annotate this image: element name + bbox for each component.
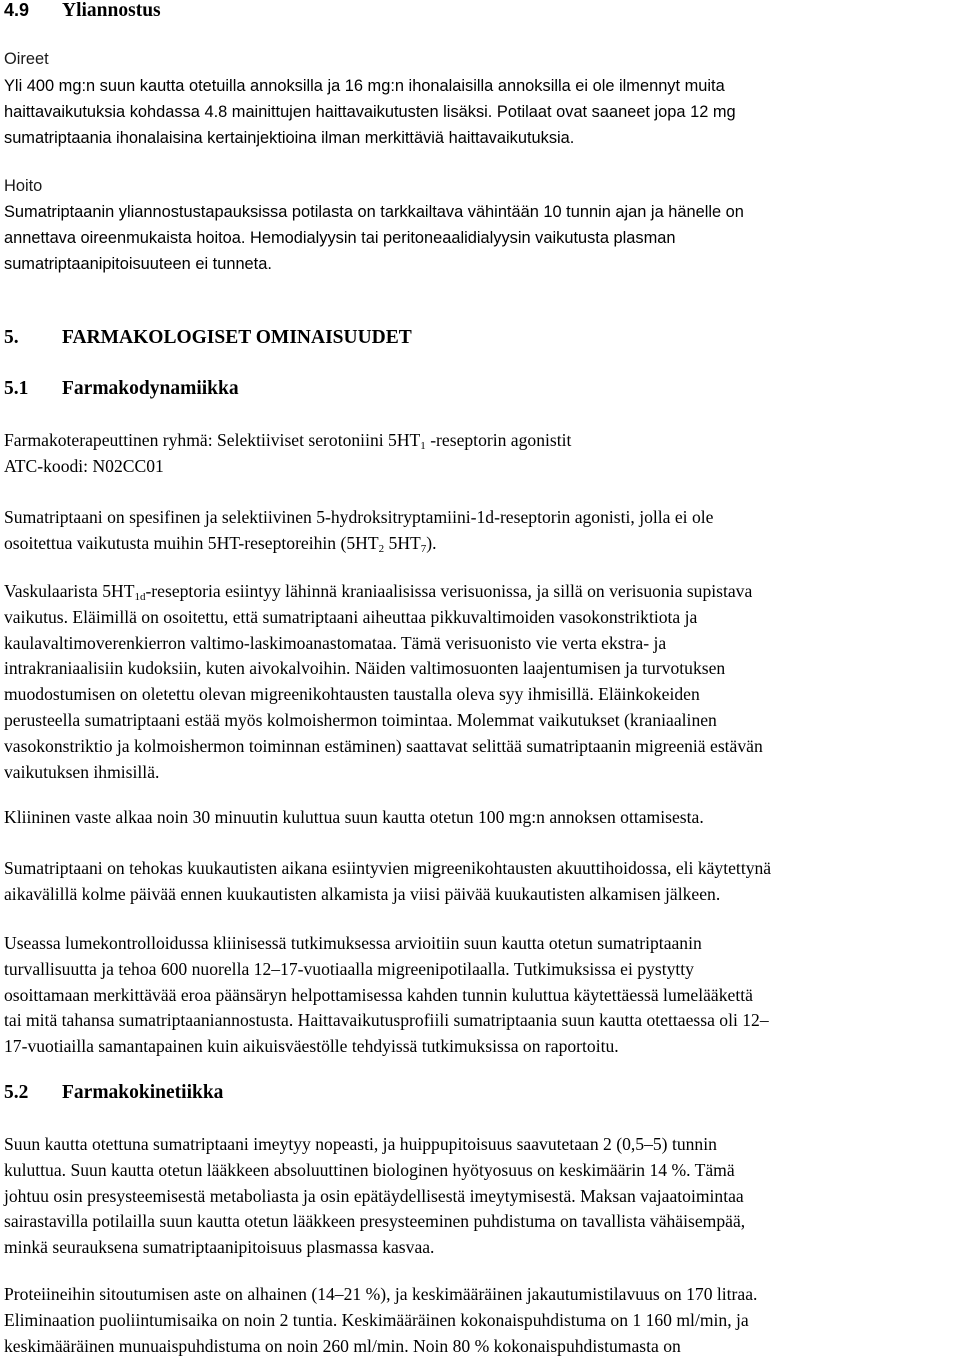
- section-title: Farmakodynamiikka: [62, 378, 239, 399]
- text-line: Suun kautta otettuna sumatriptaani imeytyy nopeasti, ja huippupitoisuus saavutetaan 2 (0,5–5) tunnin: [4, 1134, 717, 1154]
- section-number: 5.1: [4, 378, 29, 399]
- section-title: FARMAKOLOGISET OMINAISUUDET: [62, 327, 412, 348]
- section-heading-5-1: [4, 378, 239, 400]
- text-line: minkä seurauksena sumatriptaanipitoisuus plasmassa kasvaa.: [4, 1237, 435, 1258]
- paragraph-classification: [4, 428, 956, 480]
- text-line: aikavälillä kolme päivää ennen kuukautisten alkamista ja viisi päivää kuukautisten alkamisen jälkeen.: [4, 883, 721, 904]
- text-fragment: osoitettua vaikutusta muihin 5HT-reseptoreihin (5HT: [4, 532, 379, 553]
- text-line: 17-vuotiailla samantapainen kuin aikuisväestölle tehdyissä tutkimuksissa on raportoitu.: [4, 1036, 619, 1057]
- text-line: Proteiineihin sitoutumisen aste on alhainen (14–21 %), ja keskimääräinen jakautumistilavuus on 170 litraa.: [4, 1284, 758, 1304]
- text-line: keskimääräinen munuaispuhdistuma on noin 260 ml/min. Noin 80 % kokonaispuhdistumasta on: [4, 1335, 681, 1356]
- subscript: 7: [420, 542, 427, 555]
- text-line: Kliininen vaste alkaa noin 30 minuutin kuluttua suun kautta otetun 100 mg:n annoksen ottamisesta.: [4, 807, 704, 827]
- text-fragment: 5HT: [384, 532, 421, 553]
- text-line: [4, 531, 956, 557]
- section-heading-5-2: [4, 1082, 223, 1104]
- paragraph-vascular: [4, 579, 956, 785]
- text-line: turvallisuutta ja tehoa 600 nuorella 12–17-vuotiaalla migreenipotilaalla. Tutkimuksissa ei pystytty: [4, 958, 694, 979]
- section-title: Yliannostus: [62, 0, 161, 21]
- text-line: Eliminaation puoliintumisaika on noin 2 tuntia. Keskimääräinen kokonaispuhdistuma on 1 160 ml/min, ja: [4, 1309, 749, 1330]
- paragraph-menstrual: [4, 856, 956, 908]
- text-line: haittavaikutuksia kohdassa 4.8 mainittujen haittavaikutusten lisäksi. Potilaat ovat saaneet jopa 12 mg: [4, 102, 736, 121]
- text-fragment: Vaskulaarista 5HT: [4, 581, 135, 601]
- section-number: 5.: [4, 327, 19, 348]
- subscript: 2: [378, 542, 385, 555]
- section-heading-5: [4, 327, 412, 349]
- text-line: Sumatriptaanin yliannostustapauksissa potilasta on tarkkailtava vähintään 10 tunnin ajan ja hänelle on: [4, 203, 744, 221]
- text-fragment: Farmakoterapeuttinen ryhmä: Selektiiviset serotoniini 5HT: [4, 430, 421, 450]
- text-line: muodostumisen on oletettu olevan migreenikohtausten taustalla oleva syy ihmisillä. Eläinkokeiden: [4, 684, 700, 705]
- text-line: annettava oireenmukaista hoitoa. Hemodialyysin tai peritoneaalidialyysin vaikutusta plasman: [4, 228, 676, 247]
- text-line: Sumatriptaani on tehokas kuukautisten aikana esiintyvien migreenikohtausten akuuttihoidossa, eli käytettynä: [4, 858, 772, 878]
- text-line: intrakraniaalisiin kudoksiin, kuten aivokalvoihin. Näiden valtimosuonten laajentumisen ja turvotuksen: [4, 658, 726, 679]
- text-line: [4, 579, 956, 605]
- text-line: tai mitä tahansa sumatriptaaniannostusta. Haittavaikutusprofiili sumatriptaania suun kautta otettaessa oli 12–: [4, 1010, 769, 1031]
- paragraph-clinical-response: [4, 805, 956, 831]
- paragraph-adolescent-study: [4, 931, 956, 1060]
- text-line: sumatriptaania ihonalaisina kertainjektioina ilman merkittäviä haittavaikutuksia.: [4, 128, 575, 147]
- paragraph-distribution: [4, 1282, 956, 1358]
- text-line: sumatriptaanipitoisuuteen ei tunneta.: [4, 254, 272, 273]
- text-line: Sumatriptaani on spesifinen ja selektiivinen 5-hydroksitryptamiini-1d-reseptorin agonisti, jolla ei ole: [4, 507, 714, 527]
- text-line: Yli 400 mg:n suun kautta otetuilla annoksilla ja 16 mg:n ihonalaisilla annoksilla ei ole ilmennyt muita: [4, 77, 725, 95]
- text-line: kaulavaltimoverenkierron valtimo-laskimoanastomataa. Tämä verisuonisto vie verta ekstra- ja: [4, 632, 667, 653]
- paragraph-mechanism: [4, 505, 956, 557]
- text-line: sairastavilla potilailla suun kautta otetun lääkkeen presysteeminen puhdistuma on tavallista vähäisempää,: [4, 1211, 746, 1232]
- text-line: [4, 428, 956, 454]
- section-number: 5.2: [4, 1082, 29, 1103]
- text-line: Useassa lumekontrolloidussa kliinisessä tutkimuksessa arvioitiin suun kautta otetun sumatriptaanin: [4, 933, 702, 953]
- section-title: Farmakokinetiikka: [62, 1082, 224, 1103]
- subscript: 1: [420, 440, 426, 452]
- section-heading-4-9: [4, 0, 161, 22]
- subscript: 1d: [134, 591, 146, 603]
- text-line: osoittamaan merkittävää eroa päänsäryn helpottamisessa kahden tunnin kuluttua käytettäessä lumelääkettä: [4, 984, 753, 1005]
- text-line: vaikutus. Eläimillä on osoitettu, että sumatriptaani aiheuttaa pikkuvaltimoiden vasokonstriktiota ja: [4, 606, 698, 627]
- text-line: perusteella sumatriptaani estää myös kolmoishermon toimintaa. Molemmat vaikutukset (kraniaalinen: [4, 709, 717, 730]
- text-line: vaikutuksen ihmisillä.: [4, 761, 160, 782]
- text-line: vasokonstriktio ja kolmoishermon toiminnan estäminen) saattavat selittää sumatriptaanin migreeniä estävän: [4, 735, 763, 756]
- paragraph-hoito: [4, 200, 956, 277]
- text-line: kuluttua. Suun kautta otetun lääkkeen absoluuttinen biologinen hyötyosuus on keskimäärin 14 %. Tämä: [4, 1159, 735, 1180]
- section-number: 4.9: [4, 0, 30, 20]
- subheading-oireet: Oireet: [4, 50, 49, 68]
- text-fragment: -reseptoria esiintyy lähinnä kraniaalisissa verisuonissa, ja sillä on verisuonia supistava: [145, 581, 753, 601]
- text-fragment: ).: [426, 532, 437, 553]
- paragraph-absorption: [4, 1132, 956, 1261]
- text-fragment: -reseptorin agonistit: [425, 430, 572, 450]
- text-line: ATC-koodi: N02CC01: [4, 455, 164, 476]
- text-line: johtuu osin presysteemisestä metaboliasta ja osin epätäydellisestä imeytymisestä. Maksan vajaatoimintaa: [4, 1185, 744, 1206]
- paragraph-oireet: [4, 74, 956, 151]
- subheading-hoito: Hoito: [4, 177, 43, 195]
